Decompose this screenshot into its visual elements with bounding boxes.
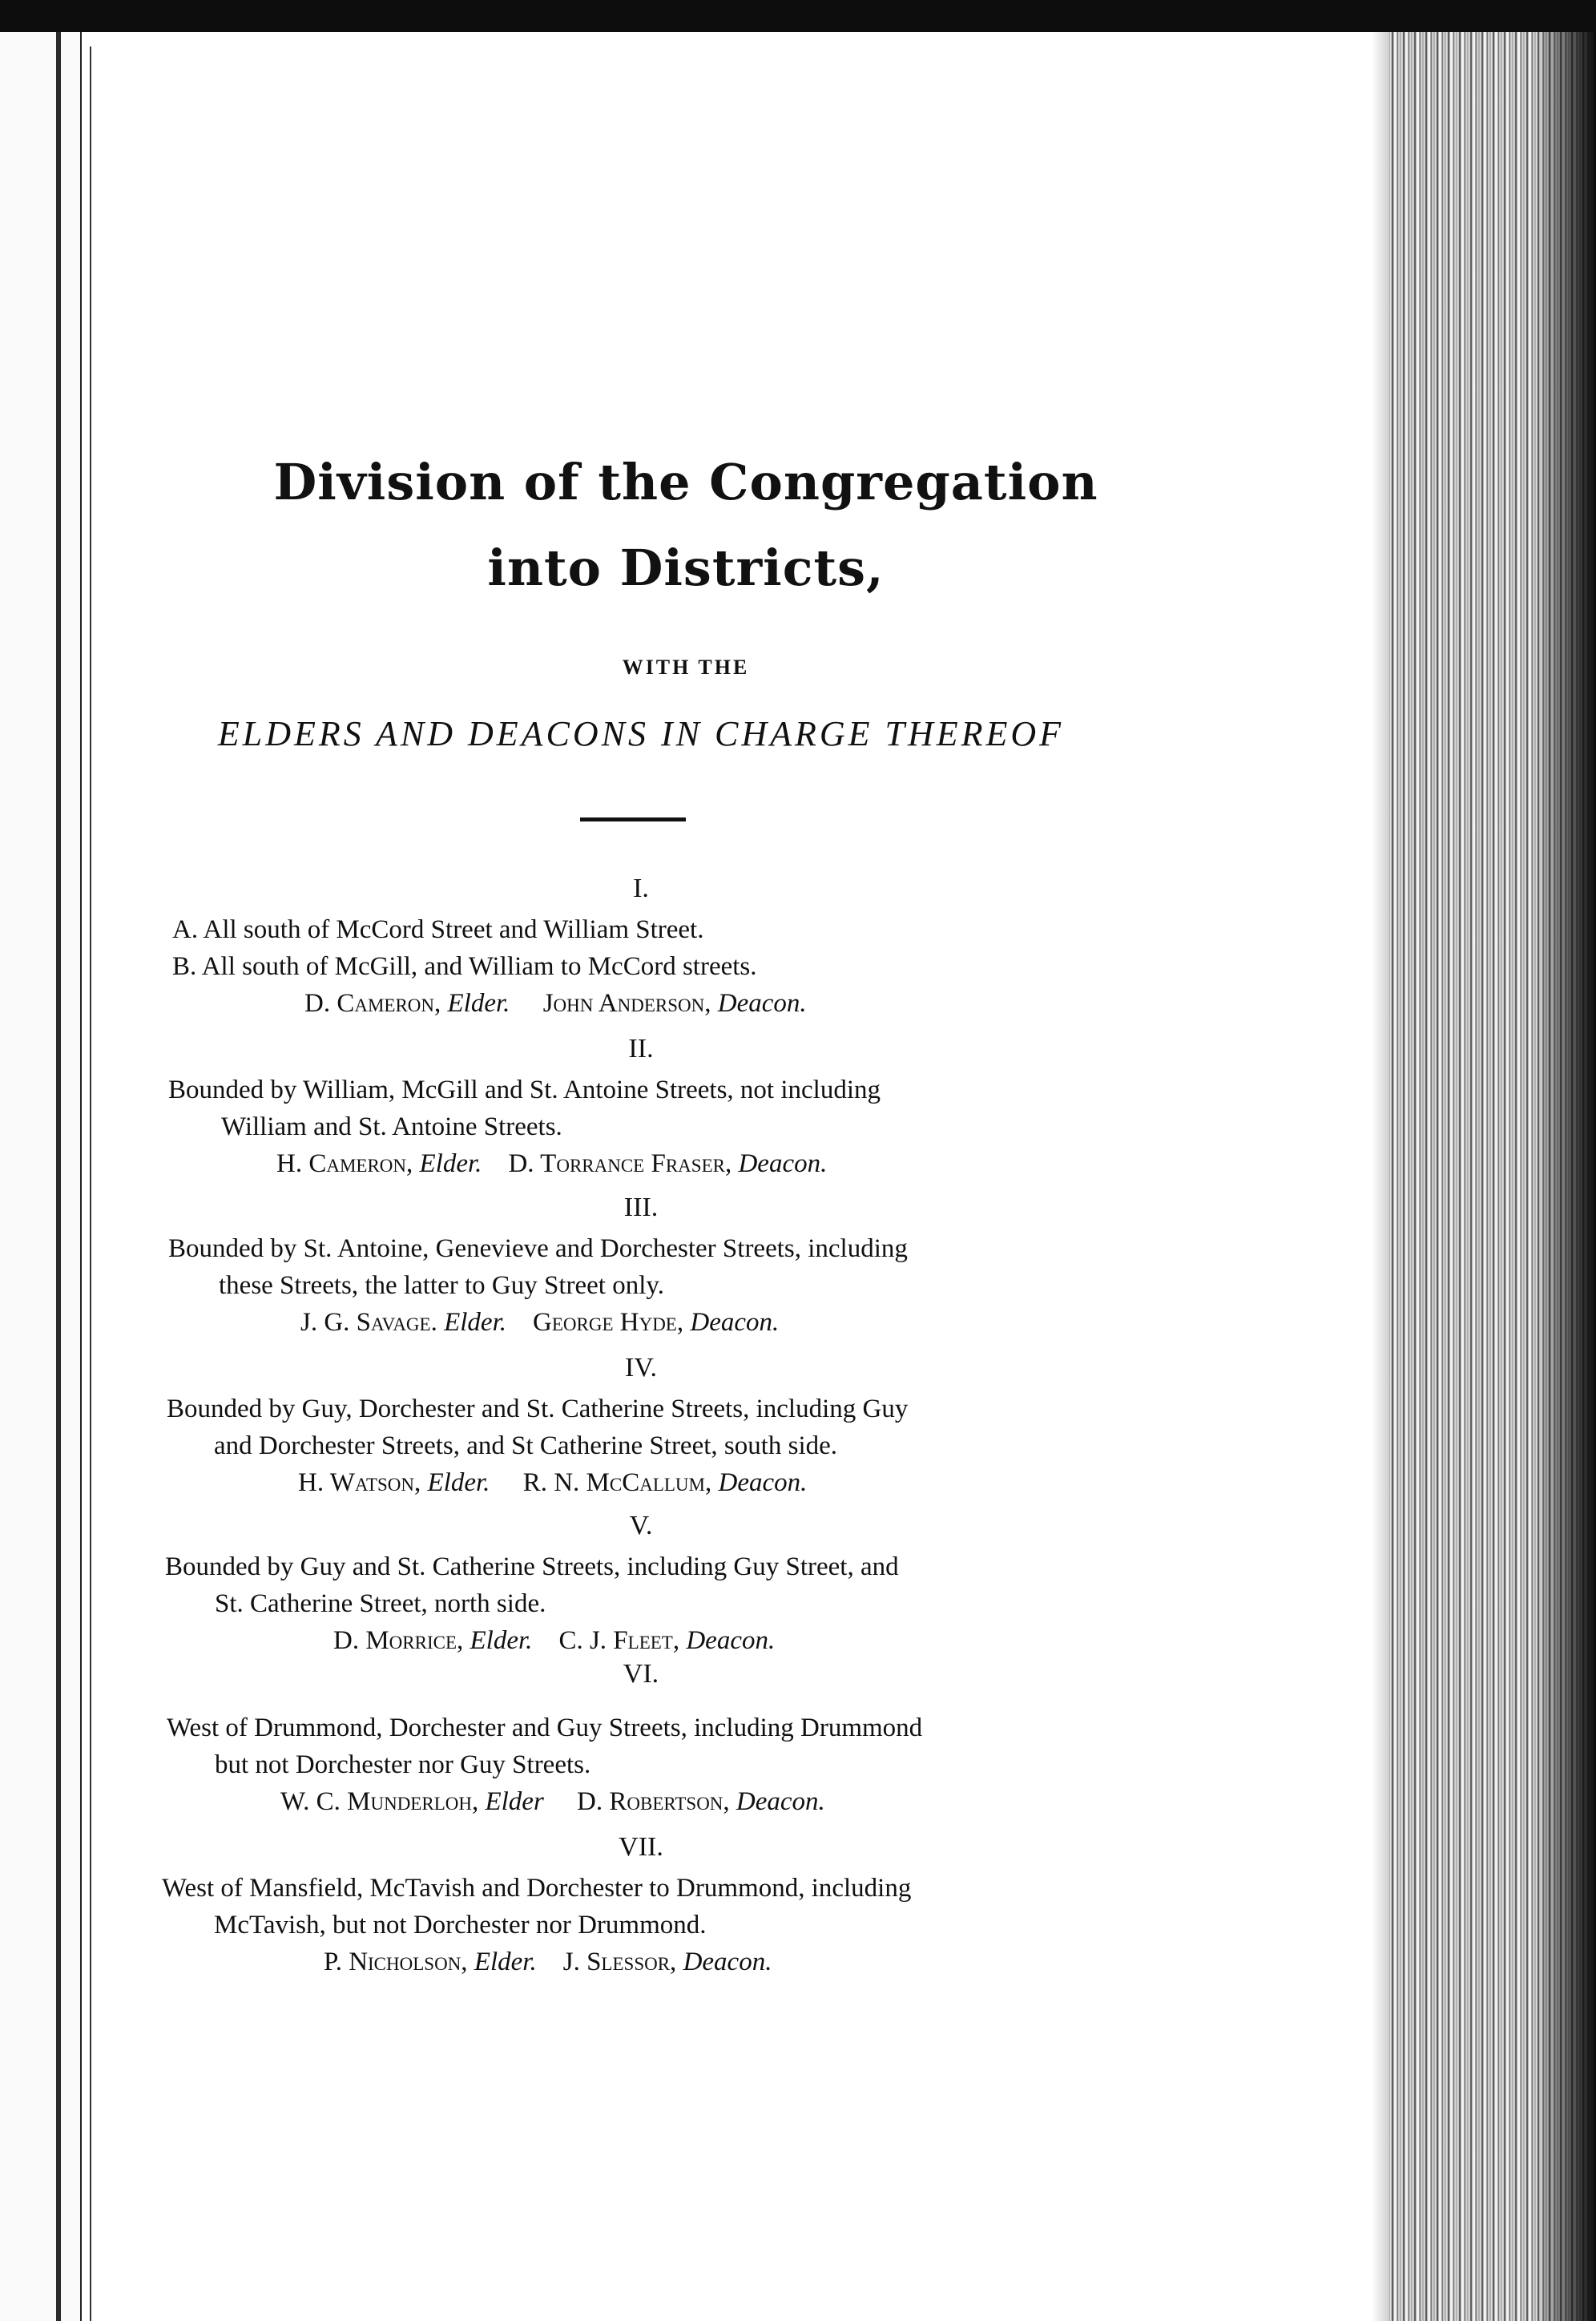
deacon-name: C. J. Fleet,: [558, 1626, 680, 1655]
with-the-label: WITH THE: [622, 656, 750, 679]
deacon-name: R. N. McCallum,: [522, 1468, 712, 1497]
elder-title: Elder.: [470, 1626, 533, 1655]
deacon-title: Deacon.: [717, 989, 807, 1018]
deacon-name: D. Robertson,: [577, 1787, 730, 1816]
left-page-edge: [0, 32, 82, 2321]
elder-name: P. Nicholson,: [324, 1948, 468, 1976]
district-line: A. All south of McCord Street and William Street.: [172, 915, 704, 944]
district-line: West of Drummond, Dorchester and Guy Streets, including Drummond: [167, 1714, 923, 1742]
elder-title: Elder.: [444, 1308, 507, 1337]
district-line: William and St. Antoine Streets.: [221, 1112, 562, 1141]
deacon-title: Deacon.: [690, 1308, 780, 1337]
title-line-2: into Districts,: [487, 539, 885, 597]
district-line: Bounded by Guy and St. Catherine Streets, including Guy Street, and: [165, 1552, 899, 1581]
district-line: these Streets, the latter to Guy Street only.: [219, 1271, 664, 1300]
district-numeral: IV.: [625, 1353, 657, 1383]
title-line-1: Division of the Congregation: [273, 453, 1098, 511]
elder-title: Elder: [485, 1787, 544, 1816]
district-officers: [276, 1149, 827, 1179]
district-line: B. All south of McGill, and William to McCord streets.: [172, 952, 757, 981]
district-line: and Dorchester Streets, and St Catherine Street, south side.: [214, 1431, 838, 1460]
district-numeral: VI.: [623, 1659, 659, 1689]
district-numeral: V.: [629, 1511, 653, 1540]
district-line: Bounded by William, McGill and St. Antoine Streets, not including: [168, 1076, 881, 1104]
district-numeral: VII.: [619, 1832, 663, 1862]
district-numeral: III.: [623, 1193, 659, 1222]
elder-title: Elder.: [447, 989, 510, 1018]
deacon-name: George Hyde,: [533, 1308, 684, 1337]
district-officers: [298, 1468, 807, 1498]
district-officers: [300, 1308, 779, 1338]
deacon-title: Deacon.: [738, 1149, 828, 1178]
elder-title: Elder.: [419, 1149, 482, 1178]
elder-name: D. Cameron,: [304, 989, 441, 1018]
page: [90, 46, 1373, 2321]
deacon-name: J. Slessor,: [562, 1948, 677, 1976]
district-line: Bounded by Guy, Dorchester and St. Catherine Streets, including Guy: [167, 1395, 909, 1423]
district-numeral: I.: [633, 874, 649, 903]
elder-title: Elder.: [427, 1468, 490, 1497]
district-line: West of Mansfield, McTavish and Dorchester to Drummond, including: [162, 1874, 912, 1903]
district-numeral: II.: [628, 1034, 654, 1064]
district-line: but not Dorchester nor Guy Streets.: [215, 1750, 591, 1779]
elder-name: J. G. Savage.: [300, 1308, 437, 1337]
elders-deacons-heading: ELDERS AND DEACONS IN CHARGE THEREOF: [217, 714, 1065, 753]
elder-title: Elder.: [474, 1948, 537, 1976]
deacon-name: John Anderson,: [542, 989, 711, 1018]
scan-top-band: [0, 0, 1596, 32]
district-officers: [333, 1626, 775, 1656]
district-line: McTavish, but not Dorchester nor Drummond.: [214, 1911, 707, 1940]
deacon-title: Deacon.: [736, 1787, 825, 1816]
district-line: St. Catherine Street, north side.: [215, 1589, 546, 1618]
elder-name: W. C. Munderloh,: [280, 1787, 479, 1816]
district-officers: [280, 1787, 825, 1817]
district-officers: [324, 1948, 772, 1977]
district-line: Bounded by St. Antoine, Genevieve and Dorchester Streets, including: [168, 1234, 908, 1263]
elder-name: H. Cameron,: [276, 1149, 413, 1178]
deacon-title: Deacon.: [718, 1468, 808, 1497]
deacon-title: Deacon.: [686, 1626, 776, 1655]
elder-name: D. Morrice,: [333, 1626, 464, 1655]
book-fore-edge: [1372, 32, 1596, 2321]
elder-name: H. Watson,: [298, 1468, 421, 1497]
deacon-title: Deacon.: [683, 1948, 772, 1976]
divider-rule: [580, 817, 686, 821]
deacon-name: D. Torrance Fraser,: [508, 1149, 732, 1178]
district-officers: [304, 989, 807, 1019]
